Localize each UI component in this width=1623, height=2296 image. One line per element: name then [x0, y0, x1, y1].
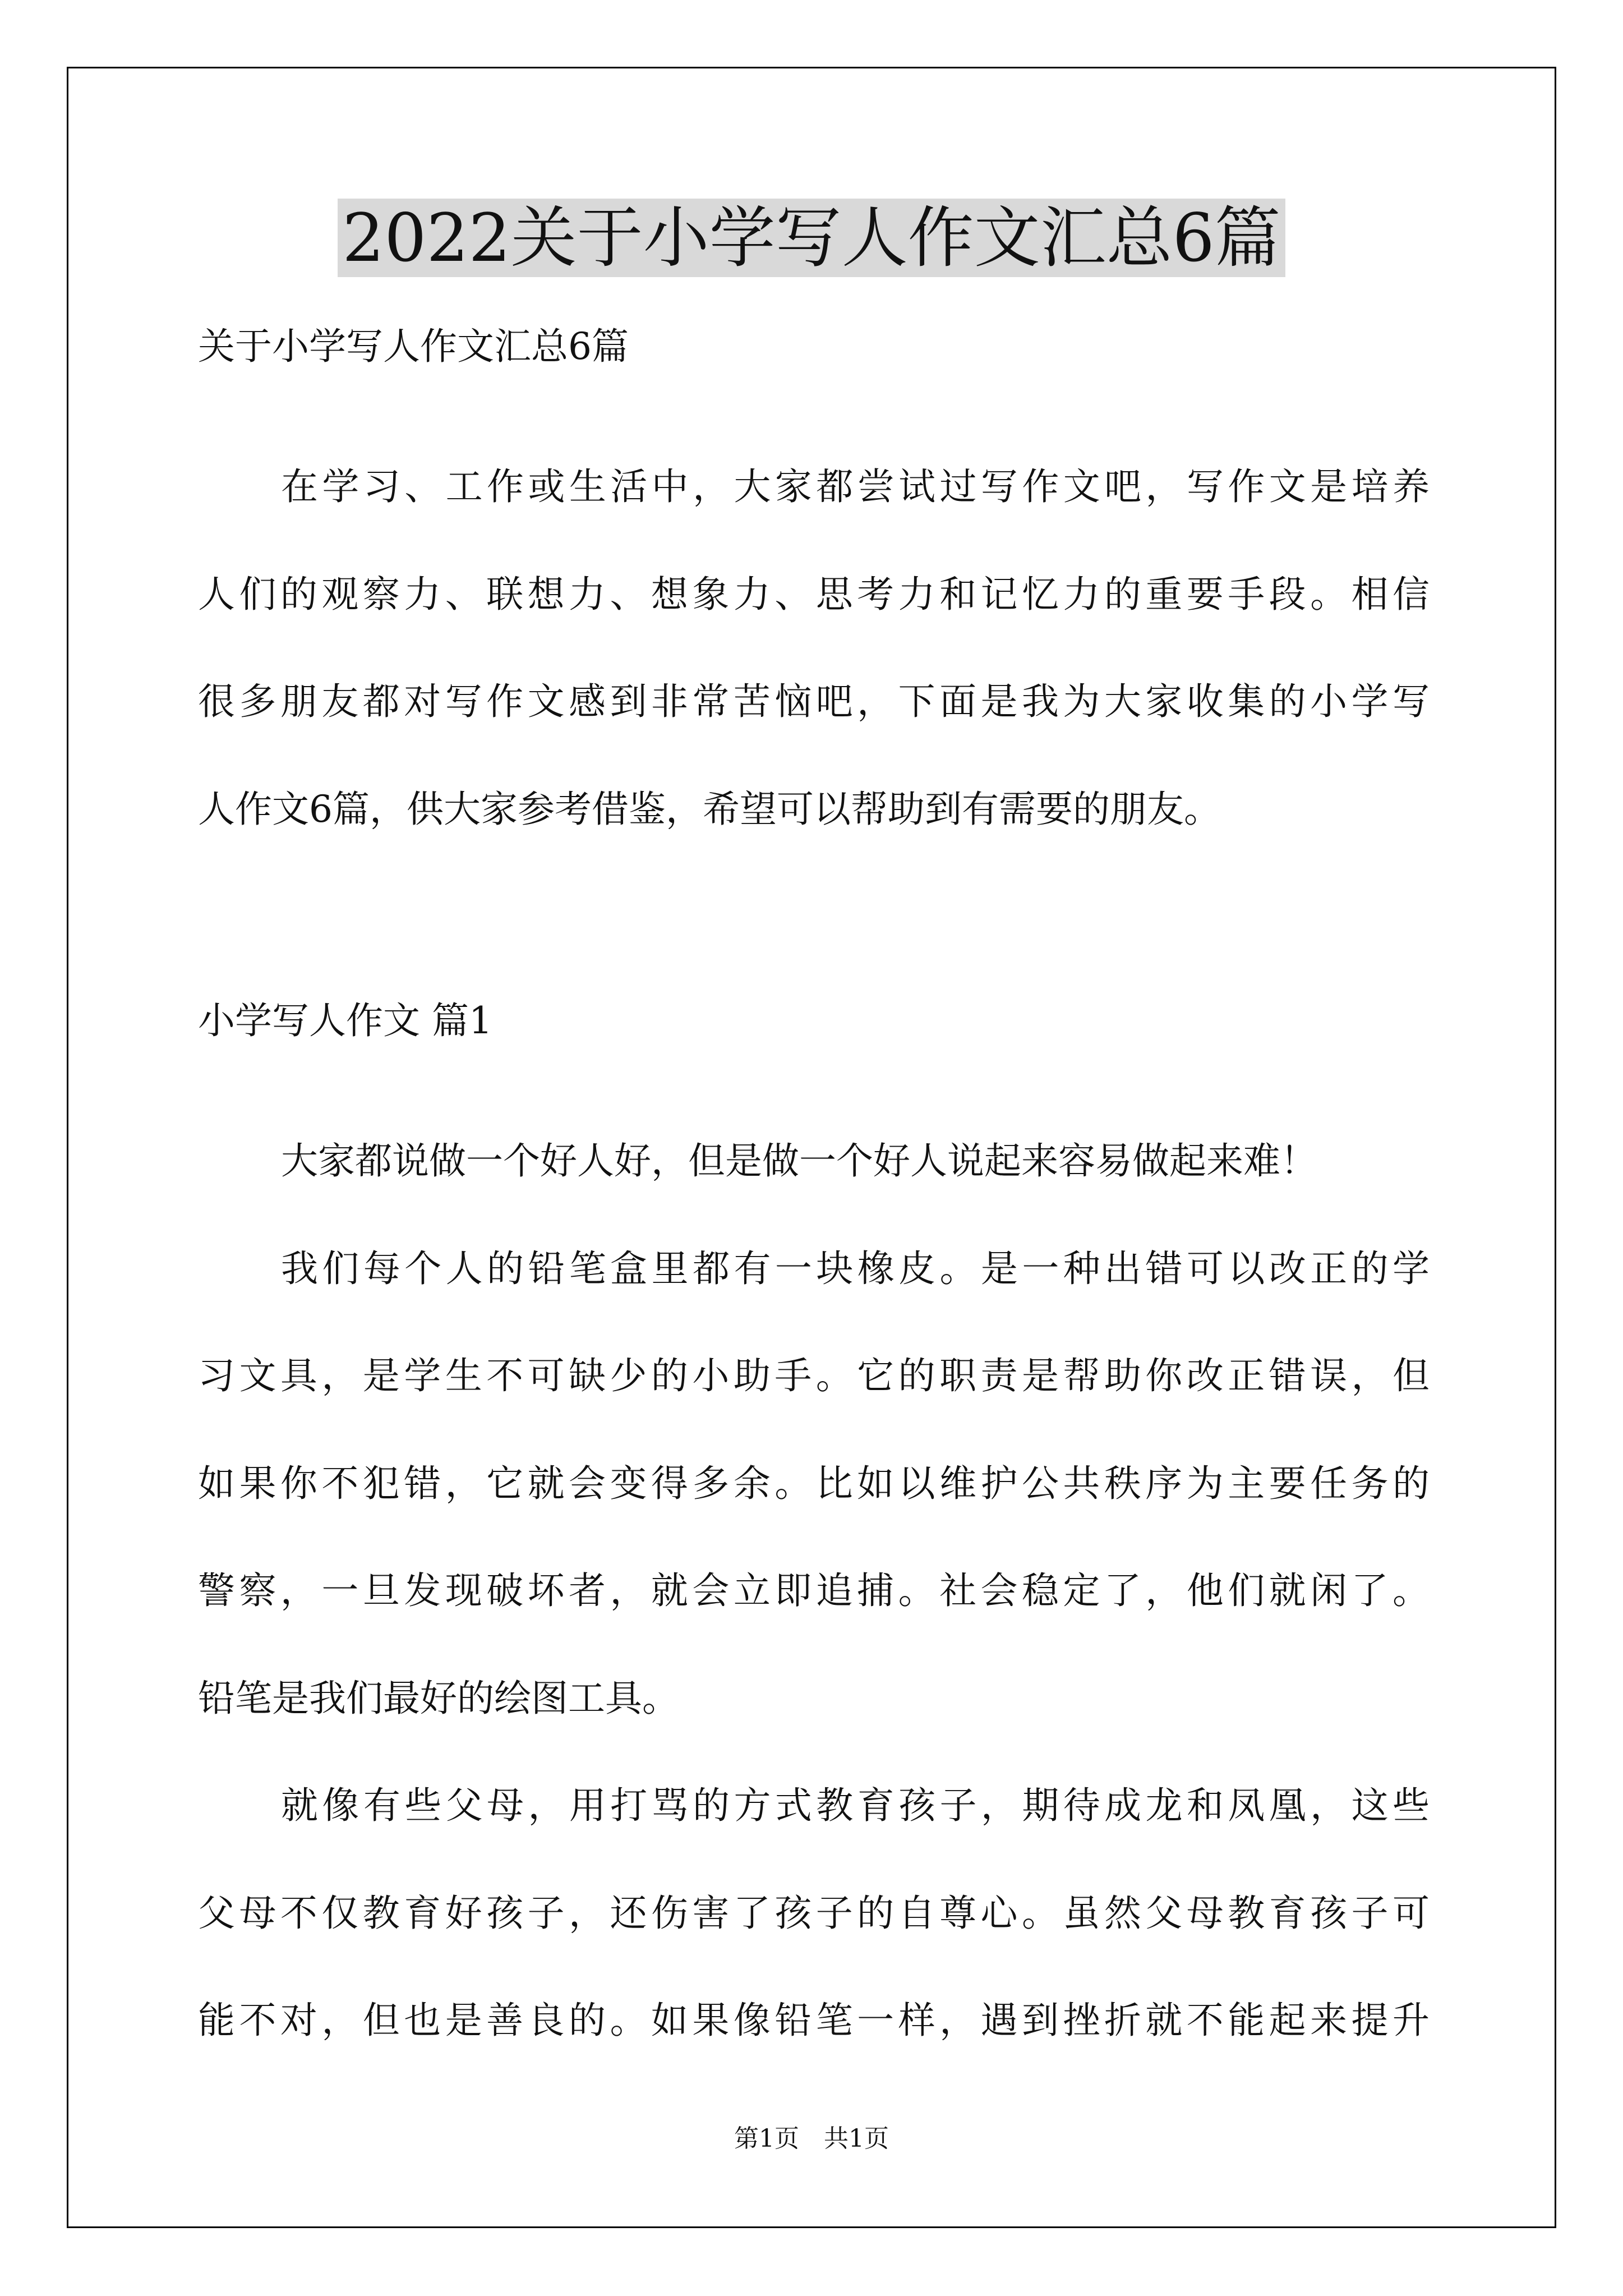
paragraph-line: 能不对，但也是善良的。如果像铅笔一样，遇到挫折就不能起来提升 — [198, 1999, 1430, 2042]
paragraph-line: 警察，一旦发现破坏者，就会立即追捕。社会稳定了，他们就闲了。 — [198, 1569, 1430, 1612]
intro-line: 人们的观察力、联想力、想象力、思考力和记忆力的重要手段。相信 — [198, 573, 1430, 616]
paragraph-line: 父母不仅教育好孩子，还伤害了孩子的自尊心。虽然父母教育孩子可 — [198, 1892, 1430, 1935]
intro-line: 在学习、工作或生活中，大家都尝试过写作文吧，写作文是培养 — [281, 465, 1430, 508]
intro-line: 人作文6篇，供大家参考借鉴，希望可以帮助到有需要的朋友。 — [198, 788, 1221, 831]
paragraph-line: 我们每个人的铅笔盒里都有一块橡皮。是一种出错可以改正的学 — [281, 1247, 1430, 1290]
paragraph-line: 铅笔是我们最好的绘图工具。 — [198, 1677, 679, 1720]
paragraph-line: 如果你不犯错，它就会变得多余。比如以维护公共秩序为主要任务的 — [198, 1462, 1430, 1505]
document-title: 2022关于小学写人作文汇总6篇 — [338, 199, 1285, 277]
paragraph-line: 习文具，是学生不可缺少的小助手。它的职责是帮助你改正错误，但 — [198, 1354, 1430, 1397]
paragraph-line: 大家都说做一个好人好，但是做一个好人说起来容易做起来难！ — [281, 1139, 1317, 1182]
document-subtitle: 关于小学写人作文汇总6篇 — [198, 325, 629, 368]
section-heading: 小学写人作文 篇1 — [198, 999, 492, 1042]
title-container — [0, 199, 1623, 277]
page-footer: 第1页 共1页 — [734, 2124, 889, 2153]
paragraph-line: 就像有些父母，用打骂的方式教育孩子，期待成龙和凤凰，这些 — [281, 1784, 1430, 1827]
intro-line: 很多朋友都对写作文感到非常苦恼吧，下面是我为大家收集的小学写 — [198, 680, 1430, 723]
